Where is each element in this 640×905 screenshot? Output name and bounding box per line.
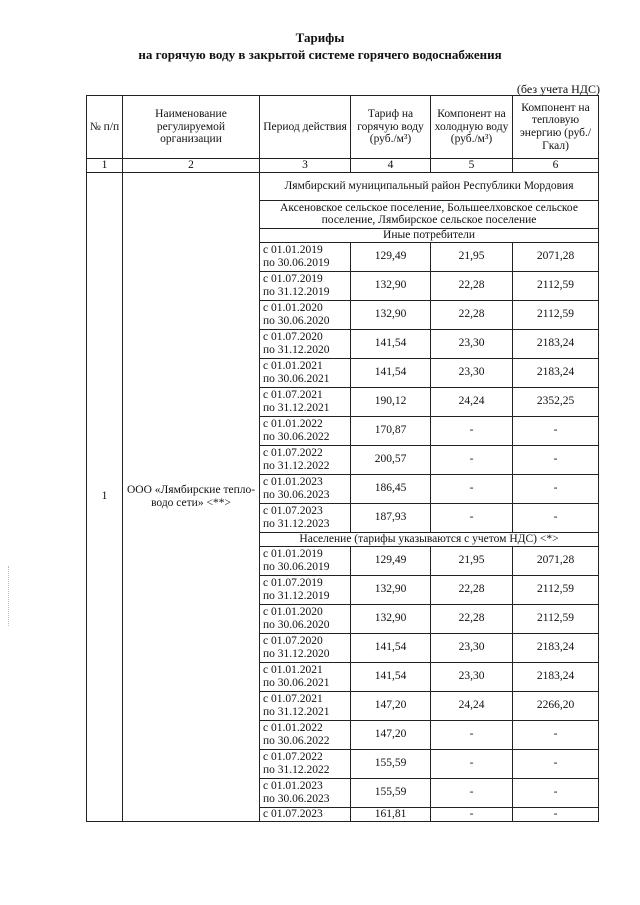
period-cell	[260, 720, 351, 749]
period-from: с 01.01.2019	[263, 548, 323, 560]
period-to: по 30.06.2022	[263, 430, 330, 443]
heat-energy-component: 2112,59	[513, 604, 599, 633]
cold-water-component: -	[431, 720, 513, 749]
period-cell	[260, 503, 351, 532]
column-number: 3	[260, 159, 351, 173]
period-from: с 01.01.2019	[263, 244, 323, 256]
heat-energy-component: -	[513, 749, 599, 778]
period-cell	[260, 778, 351, 807]
period-to: по 30.06.2020	[263, 618, 330, 631]
row-number: 1	[87, 172, 123, 821]
region-row	[87, 172, 599, 200]
tariff-value: 141,54	[351, 358, 431, 387]
tariff-value: 132,90	[351, 604, 431, 633]
heat-energy-component: 2112,59	[513, 300, 599, 329]
cold-water-component: 24,24	[431, 691, 513, 720]
period-cell	[260, 445, 351, 474]
cold-water-component: 21,95	[431, 242, 513, 271]
document-title: Тарифы	[295, 30, 345, 45]
header-cold-component: Компонент на холодную воду (руб./м³)	[431, 96, 513, 159]
period-to: по 31.12.2019	[263, 589, 330, 602]
cold-water-component: 23,30	[431, 358, 513, 387]
period-from: с 01.07.2019	[263, 577, 323, 589]
column-number: 1	[87, 159, 123, 173]
heat-energy-component: 2071,28	[513, 546, 599, 575]
header-period: Период действия	[260, 96, 351, 159]
consumer-group-label: Иные потребители	[260, 228, 599, 242]
heat-energy-component: -	[513, 416, 599, 445]
tariff-value: 200,57	[351, 445, 431, 474]
cold-water-component: 23,30	[431, 633, 513, 662]
cold-water-component: 22,28	[431, 575, 513, 604]
header-heat-component: Компонент на тепловую энергию (руб./Гкал)	[513, 96, 599, 159]
header-tariff: Тариф на горячую воду (руб./м³)	[351, 96, 431, 159]
tariff-value: 161,81	[351, 807, 431, 821]
period-from: с 01.07.2021	[263, 389, 323, 401]
period-to: по 31.12.2020	[263, 647, 330, 660]
period-cell	[260, 575, 351, 604]
period-from: с 01.01.2022	[263, 418, 323, 430]
period-to: по 30.06.2020	[263, 314, 330, 327]
heat-energy-component: 2266,20	[513, 691, 599, 720]
tariff-value: 170,87	[351, 416, 431, 445]
heat-energy-component: 2183,24	[513, 662, 599, 691]
period-from: с 01.01.2021	[263, 360, 323, 372]
period-cell	[260, 358, 351, 387]
period-from: с 01.07.2021	[263, 693, 323, 705]
heat-energy-component: 2352,25	[513, 387, 599, 416]
tariff-value: 132,90	[351, 300, 431, 329]
period-from: с 01.01.2020	[263, 606, 323, 618]
period-to: по 30.06.2023	[263, 792, 330, 805]
column-number: 2	[123, 159, 260, 173]
period-from: с 01.07.2022	[263, 447, 323, 459]
heat-energy-component: -	[513, 720, 599, 749]
period-to: по 31.12.2021	[263, 401, 330, 414]
period-to: по 30.06.2019	[263, 560, 330, 573]
tariff-value: 141,54	[351, 633, 431, 662]
cold-water-component: 22,28	[431, 300, 513, 329]
period-cell	[260, 416, 351, 445]
heat-energy-component: -	[513, 503, 599, 532]
tariff-value: 155,59	[351, 749, 431, 778]
cold-water-component: -	[431, 416, 513, 445]
cold-water-component: -	[431, 778, 513, 807]
tariff-value: 141,54	[351, 662, 431, 691]
cold-water-component: -	[431, 749, 513, 778]
region-name: Лямбирский муниципальный район Республики Мордовия	[260, 172, 599, 200]
period-from: с 01.07.2019	[263, 273, 323, 285]
cold-water-component: 22,28	[431, 271, 513, 300]
heat-energy-component: -	[513, 778, 599, 807]
period-cell	[260, 474, 351, 503]
column-number: 6	[513, 159, 599, 173]
period-cell	[260, 329, 351, 358]
column-number: 4	[351, 159, 431, 173]
tariff-value: 141,54	[351, 329, 431, 358]
period-from: с 01.01.2021	[263, 664, 323, 676]
period-from: с 01.07.2020	[263, 331, 323, 343]
column-number-row	[87, 159, 599, 173]
period-from: с 01.07.2022	[263, 751, 323, 763]
organization-name: ООО «Лямбирские тепло-водо сети» <**>	[123, 172, 260, 821]
cold-water-component: 23,30	[431, 329, 513, 358]
heat-energy-component: 2183,24	[513, 358, 599, 387]
period-to: по 30.06.2022	[263, 734, 330, 747]
period-to: по 31.12.2020	[263, 343, 330, 356]
period-cell	[260, 807, 351, 821]
cold-water-component: -	[431, 807, 513, 821]
period-cell	[260, 546, 351, 575]
period-cell	[260, 633, 351, 662]
period-to: по 30.06.2021	[263, 372, 330, 385]
tariff-table	[86, 95, 599, 822]
heat-energy-component: -	[513, 445, 599, 474]
period-to: по 30.06.2019	[263, 256, 330, 269]
period-cell	[260, 387, 351, 416]
period-cell	[260, 604, 351, 633]
column-number: 5	[431, 159, 513, 173]
tariff-value: 190,12	[351, 387, 431, 416]
tariff-value: 187,93	[351, 503, 431, 532]
period-cell	[260, 271, 351, 300]
settlements-name: Аксеновское сельское поселение, Большеелховское сельское поселение, Лямбирское сельское поселение	[260, 200, 599, 228]
period-from: с 01.01.2023	[263, 476, 323, 488]
consumer-group-label: Население (тарифы указываются с учетом НДС) <*>	[260, 532, 599, 546]
period-to: по 31.12.2022	[263, 459, 330, 472]
period-to: по 31.12.2021	[263, 705, 330, 718]
heat-energy-component: 2183,24	[513, 633, 599, 662]
cold-water-component: -	[431, 503, 513, 532]
document-subtitle: на горячую воду в закрытой системе горячего водоснабжения	[138, 47, 502, 62]
period-to: по 31.12.2019	[263, 285, 330, 298]
period-from: с 01.07.2020	[263, 635, 323, 647]
period-from: с 01.07.2023	[263, 808, 323, 821]
period-cell	[260, 749, 351, 778]
period-to: по 30.06.2023	[263, 488, 330, 501]
cold-water-component: 22,28	[431, 604, 513, 633]
cold-water-component: -	[431, 474, 513, 503]
cold-water-component: -	[431, 445, 513, 474]
period-cell	[260, 242, 351, 271]
tariff-value: 132,90	[351, 575, 431, 604]
period-cell	[260, 300, 351, 329]
tariff-value: 186,45	[351, 474, 431, 503]
heat-energy-component: 2071,28	[513, 242, 599, 271]
period-cell	[260, 662, 351, 691]
scan-artifact	[8, 566, 10, 626]
cold-water-component: 23,30	[431, 662, 513, 691]
vat-note: (без учета НДС)	[516, 82, 600, 96]
period-to: по 31.12.2022	[263, 763, 330, 776]
period-from: с 01.01.2020	[263, 302, 323, 314]
tariff-value: 147,20	[351, 720, 431, 749]
period-cell	[260, 691, 351, 720]
period-from: с 01.07.2023	[263, 505, 323, 517]
heat-energy-component: 2112,59	[513, 271, 599, 300]
header-num: № п/п	[87, 96, 123, 159]
tariff-value: 132,90	[351, 271, 431, 300]
cold-water-component: 21,95	[431, 546, 513, 575]
tariff-value: 129,49	[351, 546, 431, 575]
tariff-value: 129,49	[351, 242, 431, 271]
period-from: с 01.01.2022	[263, 722, 323, 734]
period-to: по 30.06.2021	[263, 676, 330, 689]
tariff-value: 147,20	[351, 691, 431, 720]
cold-water-component: 24,24	[431, 387, 513, 416]
tariff-value: 155,59	[351, 778, 431, 807]
period-from: с 01.01.2023	[263, 780, 323, 792]
heat-energy-component: 2112,59	[513, 575, 599, 604]
heat-energy-component: -	[513, 807, 599, 821]
tariff-table-body	[87, 96, 599, 822]
heat-energy-component: -	[513, 474, 599, 503]
period-to: по 31.12.2023	[263, 517, 330, 530]
heat-energy-component: 2183,24	[513, 329, 599, 358]
header-organization: Наименование регулируемой организации	[123, 96, 260, 159]
header-row	[87, 96, 599, 159]
